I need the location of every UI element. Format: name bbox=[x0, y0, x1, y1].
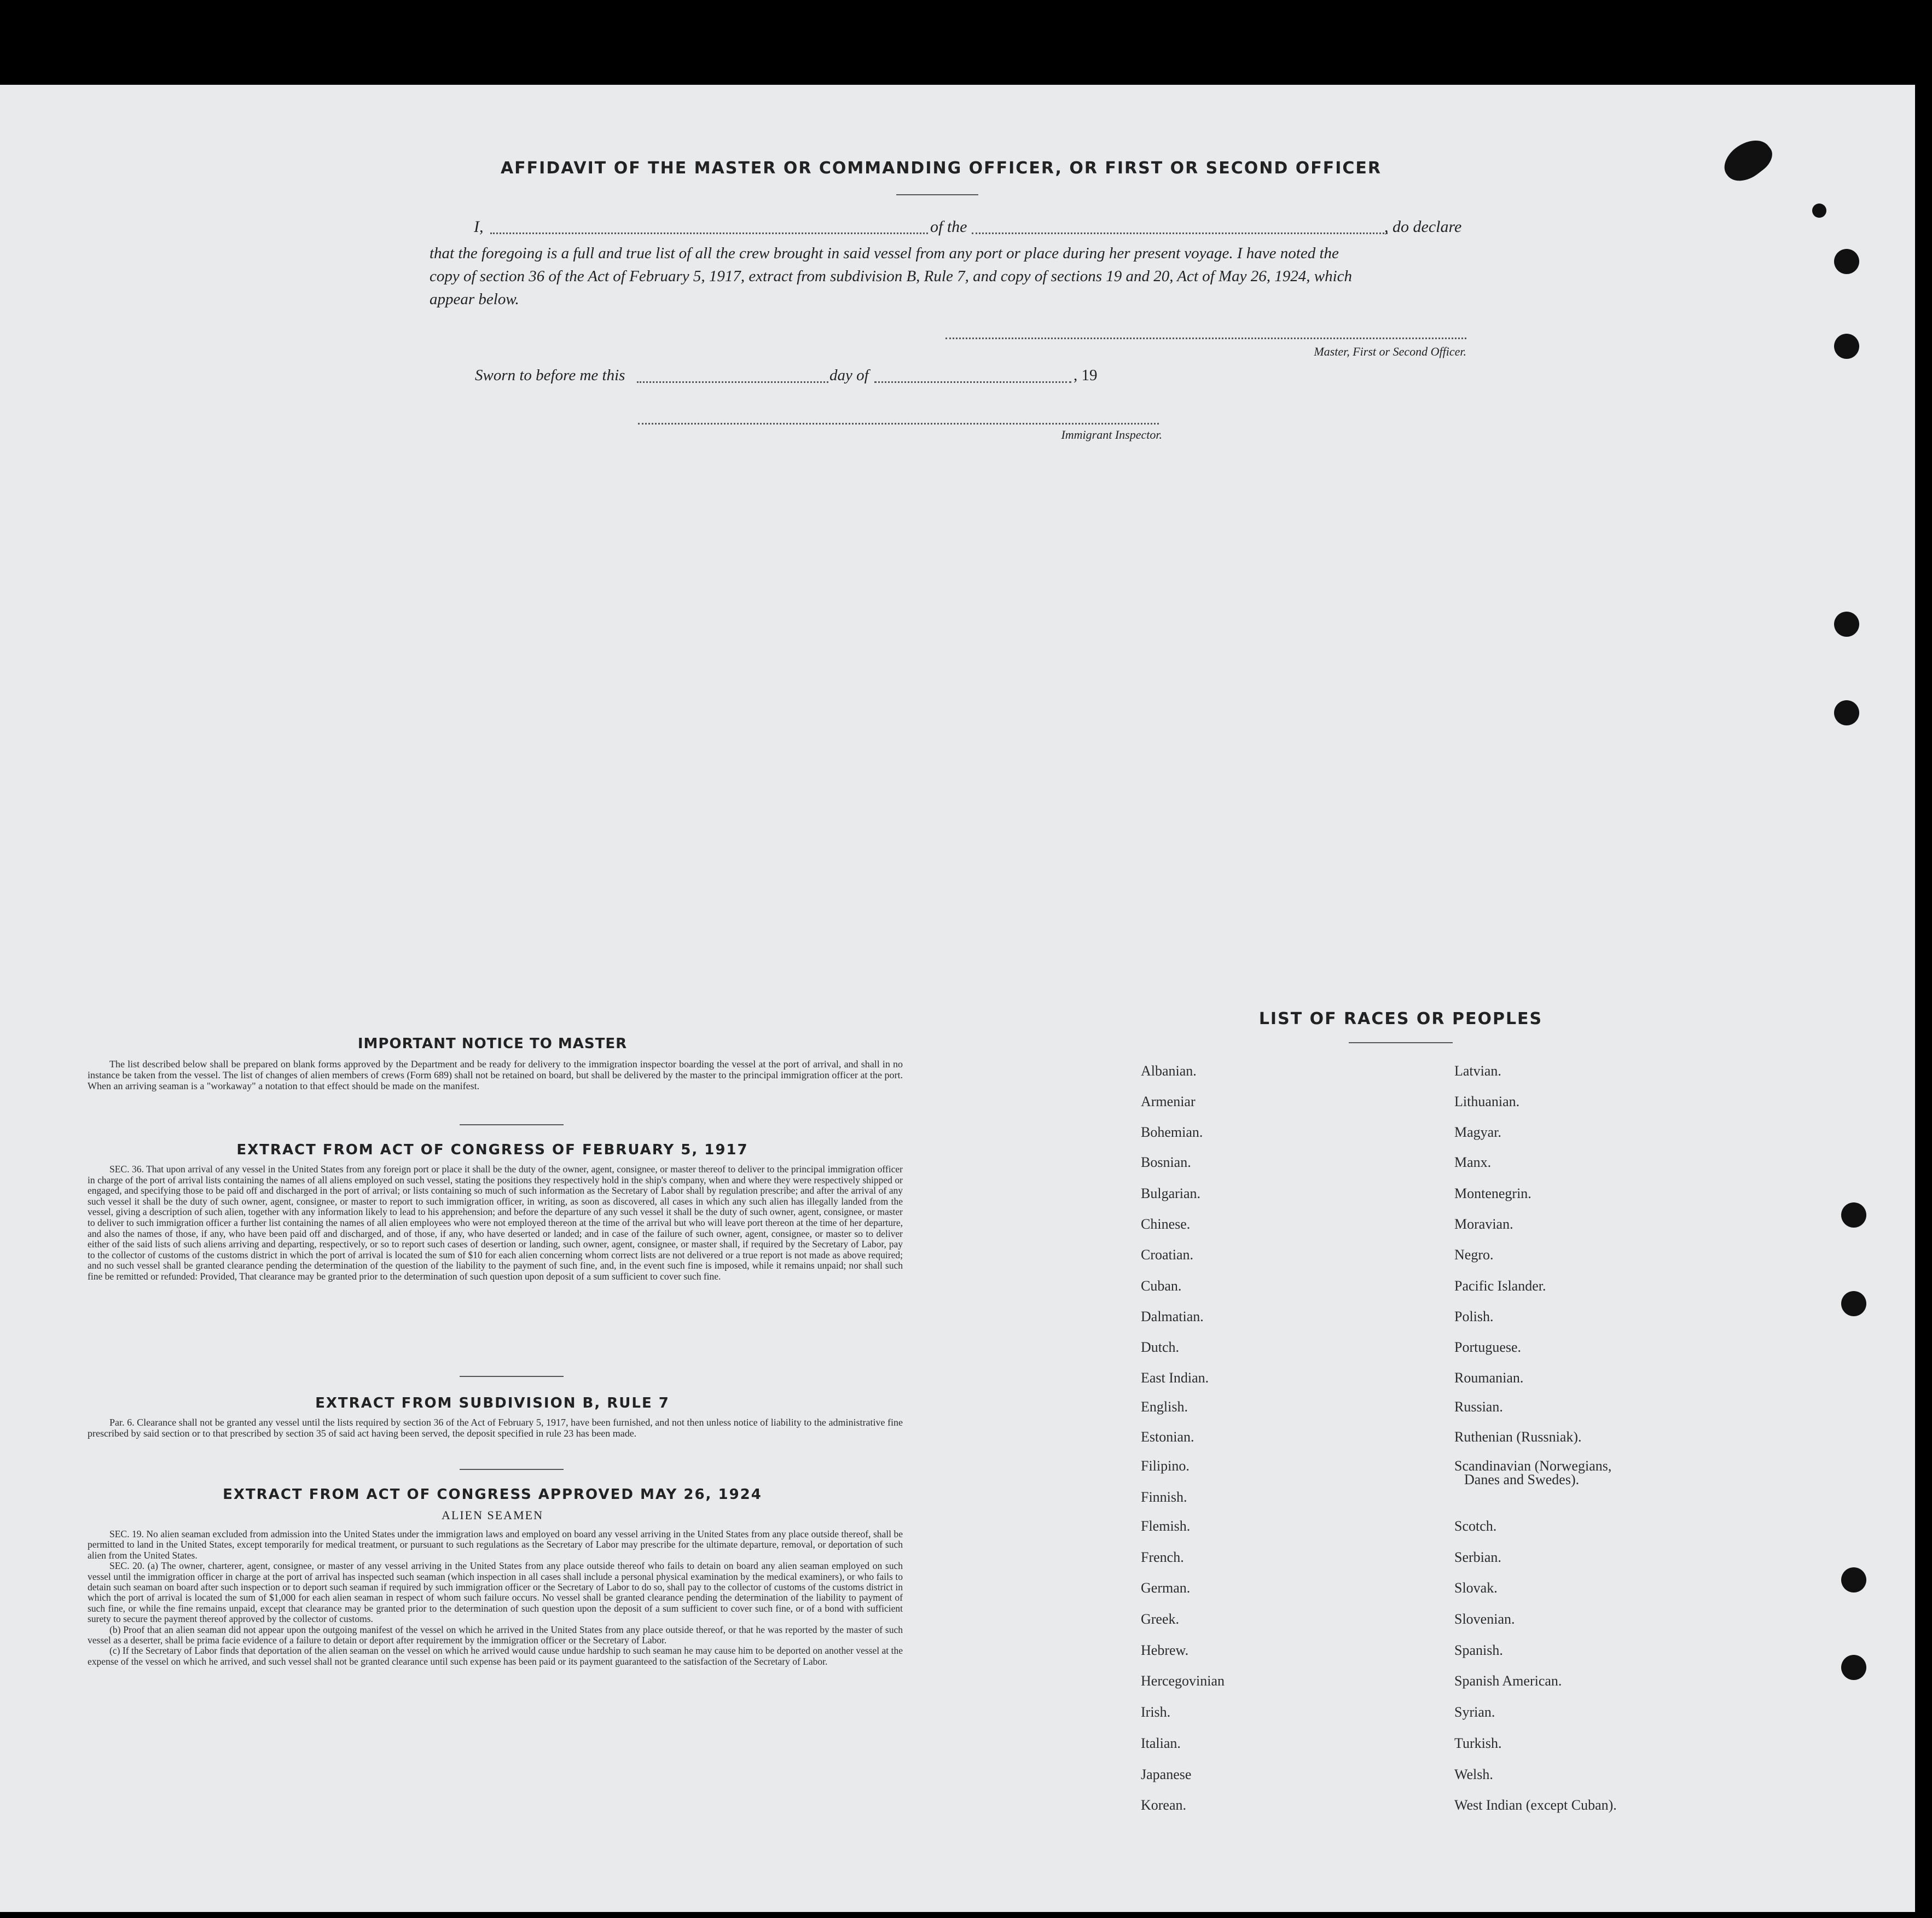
rule7-text bbox=[88, 1417, 903, 1439]
race-item: Manx. bbox=[1454, 1154, 1492, 1170]
race-item: Montenegrin. bbox=[1454, 1185, 1531, 1201]
sec20a-paragraph: SEC. 20. (a) The owner, charterer, agent, consignee, or master of any vessel arriving in the United States from any place outside thereof who fails to detain on board any alien seaman employed on such vessel until the immigration officer in charge at the port of arrival has inspected such seaman (which inspection in all cases shall include a personal physical examination by the medical examiners), or who fails to detain such seaman on board after such inspection or to deport such seaman if required by such immigration officer or the Secretary of Labor to do so, shall pay to the collector of customs of the customs district in which the port of arrival is located the sum of $1,000 for each alien seaman in respect of whom such failure occurs. No vessel shall be granted clearance pending the determination of the liability to payment of such fine, or while the fine remains unpaid, except that clearance may be granted prior to the determination of such question upon the deposit of a sum sufficient to cover such fine, or of a bond with sufficient surety to secure the payment thereof approved by the collector of customs. bbox=[88, 1560, 903, 1625]
title-rule bbox=[896, 194, 978, 195]
race-item: Croatian. bbox=[1141, 1247, 1194, 1263]
race-item: Magyar. bbox=[1454, 1124, 1501, 1140]
race-item: Roumanian. bbox=[1454, 1370, 1524, 1386]
race-item: German. bbox=[1141, 1580, 1191, 1596]
race-item: Armeniar bbox=[1141, 1094, 1196, 1109]
day-of-label: day of bbox=[829, 367, 869, 384]
binder-hole bbox=[1834, 700, 1859, 725]
alien-seamen-subtitle: ALIEN SEAMEN bbox=[442, 1508, 543, 1522]
sworn-month-field[interactable] bbox=[874, 381, 1071, 383]
affidavit-body bbox=[430, 242, 1469, 311]
race-item: Russian. bbox=[1454, 1399, 1503, 1415]
extract-1917-title: EXTRACT FROM ACT OF CONGRESS OF FEBRUARY 5, 1917 bbox=[236, 1142, 749, 1158]
race-item: Irish. bbox=[1141, 1704, 1171, 1720]
sworn-label: Sworn to before me this bbox=[475, 367, 625, 384]
inspector-caption: Immigrant Inspector. bbox=[1061, 428, 1162, 441]
race-item: Negro. bbox=[1454, 1247, 1494, 1263]
race-item: Danes and Swedes). bbox=[1464, 1472, 1580, 1487]
race-item: Lithuanian. bbox=[1454, 1094, 1520, 1109]
divider-3 bbox=[460, 1469, 564, 1470]
race-item: Dalmatian. bbox=[1141, 1309, 1204, 1324]
race-item: Moravian. bbox=[1454, 1216, 1513, 1232]
race-item: Pacific Islander. bbox=[1454, 1278, 1546, 1294]
race-item: Scotch. bbox=[1454, 1518, 1497, 1534]
binder-hole bbox=[1841, 1567, 1866, 1592]
race-item: West Indian (except Cuban). bbox=[1454, 1797, 1617, 1813]
race-item: Spanish. bbox=[1454, 1642, 1503, 1658]
of-the-label: of the bbox=[930, 218, 967, 236]
race-item: Dutch. bbox=[1141, 1339, 1180, 1355]
race-item: Welsh. bbox=[1454, 1766, 1493, 1782]
race-item: Polish. bbox=[1454, 1309, 1494, 1324]
signature-caption: Master, First or Second Officer. bbox=[1314, 345, 1466, 358]
race-item: East Indian. bbox=[1141, 1370, 1209, 1386]
binder-hole bbox=[1834, 334, 1859, 359]
notice-text bbox=[88, 1059, 903, 1091]
binder-hole bbox=[1841, 1291, 1866, 1316]
race-item: Ruthenian (Russniak). bbox=[1454, 1429, 1582, 1445]
binder-hole bbox=[1841, 1655, 1866, 1680]
form-sheet bbox=[0, 85, 1915, 1912]
race-item: Flemish. bbox=[1141, 1518, 1191, 1534]
race-item: Bosnian. bbox=[1141, 1154, 1191, 1170]
races-title-rule bbox=[1349, 1042, 1453, 1043]
race-item: Hebrew. bbox=[1141, 1642, 1189, 1658]
rule7-title: EXTRACT FROM SUBDIVISION B, RULE 7 bbox=[315, 1395, 670, 1411]
race-item: Serbian. bbox=[1454, 1549, 1501, 1565]
race-item: Japanese bbox=[1141, 1766, 1192, 1782]
master-signature-field[interactable] bbox=[945, 338, 1466, 339]
race-item: Italian. bbox=[1141, 1735, 1181, 1751]
race-item: Hercegovinian bbox=[1141, 1673, 1225, 1689]
race-item: Filipino. bbox=[1141, 1458, 1190, 1474]
ink-dot bbox=[1812, 204, 1826, 218]
sworn-day-field[interactable] bbox=[637, 381, 828, 383]
race-item: French. bbox=[1141, 1549, 1184, 1565]
races-title: LIST OF RACES OR PEOPLES bbox=[1258, 1009, 1543, 1028]
race-item: Syrian. bbox=[1454, 1704, 1495, 1720]
race-item: Slovak. bbox=[1454, 1580, 1498, 1596]
extract-1924-text bbox=[88, 1529, 903, 1667]
race-item: Bulgarian. bbox=[1141, 1185, 1201, 1201]
race-item: Portuguese. bbox=[1454, 1339, 1522, 1355]
race-item: Scandinavian (Norwegians, bbox=[1454, 1458, 1612, 1474]
binder-hole bbox=[1834, 612, 1859, 637]
inspector-signature-field[interactable] bbox=[638, 423, 1159, 425]
extract-1917-text bbox=[88, 1164, 903, 1282]
vessel-field[interactable] bbox=[972, 233, 1388, 234]
divider-1 bbox=[460, 1124, 564, 1125]
par6-paragraph: Par. 6. Clearance shall not be granted any vessel until the lists required by section 36 of the Act of February 5, 1917, have been furnished, and not then unless notice of liability to the administrative fine prescribed by said section or to that prescribed by section 35 of said act having been served, the deposit specified in rule 23 has been made. bbox=[88, 1417, 903, 1439]
affidavit-body-line-1: that the foregoing is a full and true list of all the crew brought in said vessel from any port or place during her present voyage. I have noted the bbox=[430, 245, 1339, 262]
affidavit-title: AFFIDAVIT OF THE MASTER OR COMMANDING OFFICER, OR FIRST OR SECOND OFFICER bbox=[500, 159, 1382, 178]
race-item: Greek. bbox=[1141, 1611, 1180, 1627]
sec20b-paragraph: (b) Proof that an alien seaman did not appear upon the outgoing manifest of the vessel on which he arrived in the United States from any place outside thereof, or that he was reported by the master of such vessel as a deserter, shall be prima facie evidence of a failure to detain or deport after requirement by the immigration officer or the Secretary of Labor. bbox=[88, 1624, 903, 1646]
race-item: Cuban. bbox=[1141, 1278, 1182, 1294]
race-item: Bohemian. bbox=[1141, 1124, 1203, 1140]
divider-2 bbox=[460, 1376, 564, 1377]
name-field[interactable] bbox=[490, 233, 928, 234]
race-item: English. bbox=[1141, 1399, 1188, 1415]
do-declare-label: , do declare bbox=[1384, 218, 1462, 236]
race-item: Korean. bbox=[1141, 1797, 1187, 1813]
race-item: Slovenian. bbox=[1454, 1611, 1515, 1627]
year-label: , 19 bbox=[1074, 367, 1098, 384]
binder-hole bbox=[1841, 1202, 1866, 1228]
race-item: Spanish American. bbox=[1454, 1673, 1562, 1689]
affidavit-body-line-3: appear below. bbox=[430, 290, 519, 308]
race-item: Finnish. bbox=[1141, 1489, 1187, 1505]
sec36-paragraph: SEC. 36. That upon arrival of any vessel in the United States from any foreign port or place it shall be the duty of the owner, agent, consignee, or master thereof to deliver to the principal immigration officer in charge of the port of arrival lists containing the names of all aliens employed on such vessel, stating the positions they respectively hold in the ship's company, when and where they were respectively shipped or engaged, and specifying those to be paid off and discharged in the port of arrival; or lists containing so much of such information as the Secretary of Labor shall by regulation prescribe; and after the arrival of any such vessel it shall be the duty of such owner, agent, consignee, or master to report to such immigration officer, in writing, as soon as discovered, all cases in which any such alien has illegally landed from the vessel, giving a description of such alien, together with any information likely to lead to his apprehension; and before the departure of any such vessel it shall be the duty of such owner, agent, consignee, or master to deliver to such immigration officer a further list containing the names of all alien employees who were not employed thereon at the time of the arrival but who will leave port thereon at the time of her departure, and also the names of those, if any, who have been paid off and discharged, and of those, if any, who have deserted or landed; and in case of the failure of such owner, agent, consignee, or master so to deliver either of the said lists of such aliens arriving and departing, respectively, or so to report such cases of desertion or landing, such owner, agent, consignee, or master shall, if required by the Secretary of Labor, pay to the collector of customs of the customs district in which the port of arrival is located the sum of $10 for each alien concerning whom correct lists are not delivered or a true report is not made as above required; and no such vessel shall be granted clearance pending the determination of the question of the liability to the payment of such fine, and, in the event such fine is imposed, while it remains unpaid; nor shall such fine be remitted or refunded: Provided, That clearance may be granted prior to the determination of such question upon deposit of a sum sufficient to cover such fine. bbox=[88, 1164, 903, 1282]
sec20c-paragraph: (c) If the Secretary of Labor finds that deportation of the alien seaman on the vessel on which he arrived would cause undue hardship to such seaman he may cause him to be deported on another vessel at the expense of the vessel on which he arrived, and such vessel shall not be granted clearance until such expense has been paid or its payment guaranteed to the satisfaction of the Secretary of Labor. bbox=[88, 1645, 903, 1667]
sec19-paragraph: SEC. 19. No alien seaman excluded from admission into the United States under the immigration laws and employed on board any vessel arriving in the United States from any place outside thereof, shall be permitted to land in the United States, except temporarily for medical treatment, or pursuant to such regulations as the Secretary of Labor may prescribe for the ultimate departure, removal, or deportation of such alien from the United States. bbox=[88, 1528, 903, 1561]
race-item: Chinese. bbox=[1141, 1216, 1191, 1232]
affidavit-body-line-2: copy of section 36 of the Act of February 5, 1917, extract from subdivision B, Rule 7, and copy of sections 19 and 20, Act of May 26, 1924, which bbox=[430, 268, 1353, 285]
race-item: Estonian. bbox=[1141, 1429, 1194, 1445]
race-item: Latvian. bbox=[1454, 1063, 1501, 1079]
i-label: I, bbox=[474, 218, 484, 236]
race-item: Turkish. bbox=[1454, 1735, 1502, 1751]
notice-title: IMPORTANT NOTICE TO MASTER bbox=[357, 1036, 628, 1052]
race-item: Albanian. bbox=[1141, 1063, 1197, 1079]
binder-hole bbox=[1834, 249, 1859, 274]
extract-1924-title: EXTRACT FROM ACT OF CONGRESS APPROVED MAY 26, 1924 bbox=[223, 1486, 762, 1503]
notice-paragraph: The list described below shall be prepared on blank forms approved by the Department and be ready for delivery to the immigration inspector boarding the vessel at the port of arrival, and shall in no instance be taken from the vessel. The list of changes of alien members of crews (Form 689) shall not be retained on board, but shall be delivered by the master to the principal immigration officer at the port. When an arriving seaman is a "workaway" a notation to that effect should be made on the manifest. bbox=[88, 1059, 903, 1091]
